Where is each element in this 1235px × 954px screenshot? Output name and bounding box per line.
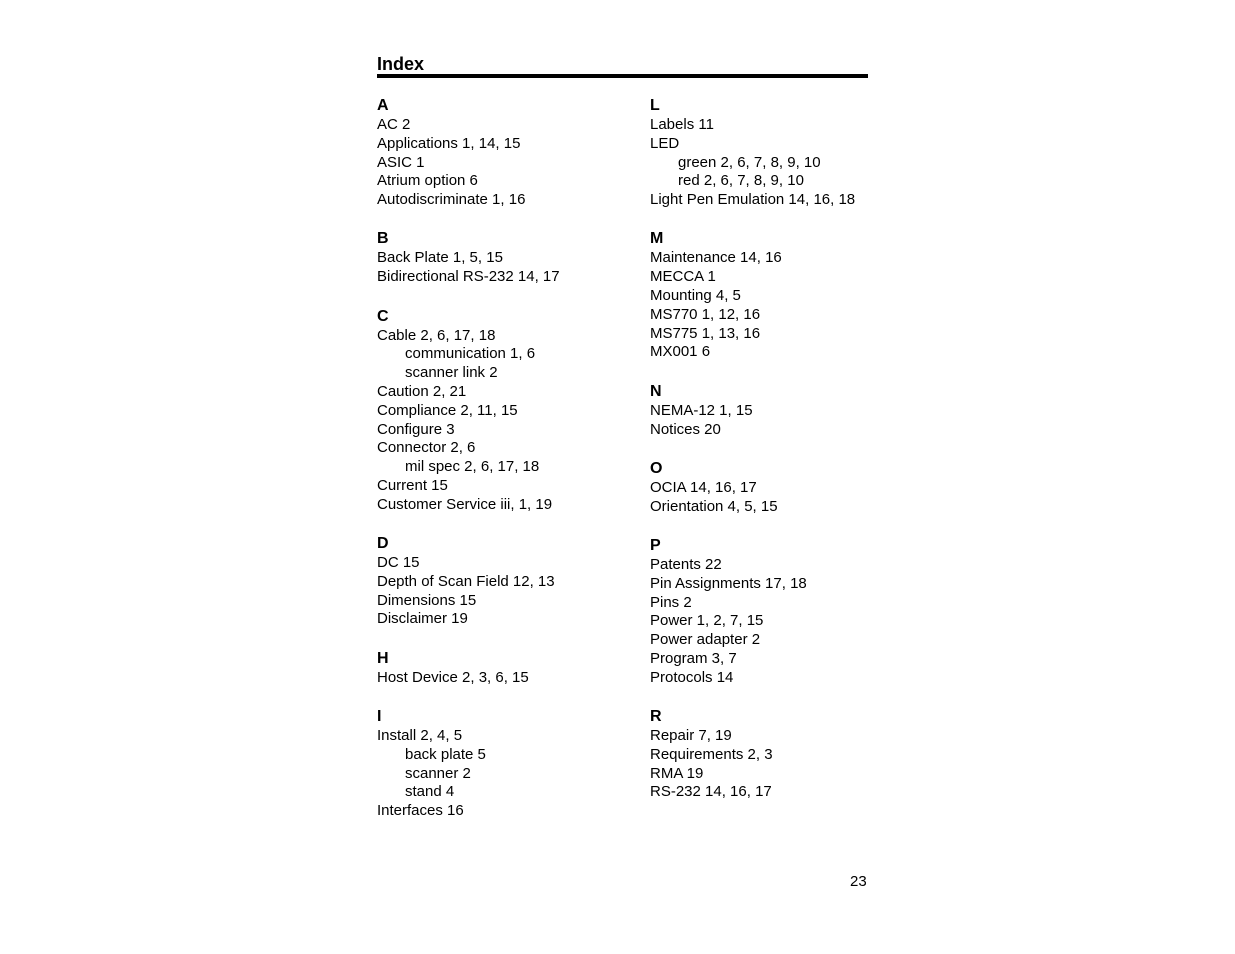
index-letter-heading: I: [377, 708, 382, 726]
index-entry: Program 3, 7: [650, 649, 737, 667]
index-entry: Mounting 4, 5: [650, 287, 741, 305]
index-entry: Maintenance 14, 16: [650, 249, 782, 267]
index-entry: Configure 3: [377, 420, 455, 438]
index-entry: LED: [650, 134, 680, 152]
index-entry: Applications 1, 14, 15: [377, 134, 521, 152]
index-entry: Customer Service iii, 1, 19: [377, 495, 553, 513]
index-section-o: [650, 459, 855, 517]
index-entry: AC 2: [377, 116, 411, 133]
index-letter-heading: P: [650, 536, 661, 554]
index-letter-heading: D: [377, 535, 389, 553]
index-entry: NEMA-12 1, 15: [650, 401, 753, 419]
index-subentry: scanner 2: [405, 764, 471, 782]
index-entry: MS770 1, 12, 16: [650, 305, 761, 323]
index-letter-heading: A: [377, 97, 389, 114]
index-letter-heading: R: [650, 708, 662, 726]
index-entry: Dimensions 15: [377, 591, 477, 609]
index-entry: OCIA 14, 16, 17: [650, 478, 757, 496]
index-section-i: [377, 707, 560, 821]
index-entry: Notices 20: [650, 420, 721, 438]
index-letter-heading: O: [650, 459, 663, 477]
index-entry: Disclaimer 19: [377, 610, 468, 628]
index-entry: Interfaces 16: [377, 802, 464, 820]
index-entry: Bidirectional RS-232 14, 17: [377, 268, 560, 286]
index-column-right: [650, 96, 855, 822]
index-entry: Install 2, 4, 5: [377, 727, 463, 745]
index-entry: Back Plate 1, 5, 15: [377, 249, 503, 267]
index-entry: Current 15: [377, 476, 448, 494]
index-letter-heading: B: [377, 230, 389, 248]
index-entry: MX001 6: [650, 343, 711, 361]
index-entry: Patents 22: [650, 555, 722, 573]
index-entry: Orientation 4, 5, 15: [650, 497, 778, 515]
index-entry: Caution 2, 21: [377, 382, 467, 400]
index-section-a: [377, 96, 560, 210]
index-section-c: [377, 307, 560, 515]
index-section-p: [650, 536, 855, 688]
index-subentry: stand 4: [405, 783, 455, 801]
index-subentry: scanner link 2: [405, 364, 498, 382]
index-entry: Cable 2, 6, 17, 18: [377, 326, 496, 344]
index-letter-heading: C: [377, 307, 389, 325]
index-letter-heading: H: [377, 649, 389, 667]
index-entry: Depth of Scan Field 12, 13: [377, 572, 555, 590]
index-entry: Power adapter 2: [650, 631, 761, 649]
index-entry: Repair 7, 19: [650, 727, 732, 745]
index-section-b: [377, 229, 560, 287]
index-entry: Pin Assignments 17, 18: [650, 574, 807, 592]
index-entry: Light Pen Emulation 14, 16, 18: [650, 191, 856, 209]
index-section-n: [650, 382, 855, 440]
index-entry: DC 15: [377, 554, 420, 572]
index-section-d: [377, 534, 560, 629]
index-entry: Pins 2: [650, 593, 692, 611]
index-letter-heading: L: [650, 97, 660, 114]
page-number: 23: [850, 873, 867, 890]
index-subentry: green 2, 6, 7, 8, 9, 10: [678, 153, 821, 171]
page-title: Index: [377, 54, 425, 74]
index-entry: Protocols 14: [650, 668, 734, 686]
index-letter-heading: M: [650, 230, 664, 248]
index-entry: MS775 1, 13, 16: [650, 324, 761, 342]
index-letter-heading: N: [650, 382, 662, 400]
index-entry: Compliance 2, 11, 15: [377, 401, 518, 419]
index-entry: Autodiscriminate 1, 16: [377, 191, 526, 209]
index-entry: MECCA 1: [650, 268, 716, 286]
index-entry: RS-232 14, 16, 17: [650, 783, 772, 801]
index-section-l: [650, 96, 855, 210]
title-rule: [377, 74, 868, 78]
index-entry: Requirements 2, 3: [650, 745, 773, 763]
index-entry: RMA 19: [650, 764, 704, 782]
index-entry: Connector 2, 6: [377, 439, 476, 457]
index-section-r: [650, 707, 855, 802]
index-entry: Power 1, 2, 7, 15: [650, 612, 764, 630]
index-entry: ASIC 1: [377, 153, 425, 171]
index-section-m: [650, 229, 855, 362]
index-subentry: mil spec 2, 6, 17, 18: [405, 458, 540, 476]
index-subentry: back plate 5: [405, 745, 486, 763]
index-subentry: communication 1, 6: [405, 345, 536, 363]
index-subentry: red 2, 6, 7, 8, 9, 10: [678, 172, 804, 190]
index-column-left: [377, 96, 560, 841]
index-entry: Labels 11: [650, 116, 714, 133]
index-entry: Host Device 2, 3, 6, 15: [377, 668, 529, 686]
index-entry: Atrium option 6: [377, 172, 478, 190]
index-section-h: [377, 649, 560, 688]
